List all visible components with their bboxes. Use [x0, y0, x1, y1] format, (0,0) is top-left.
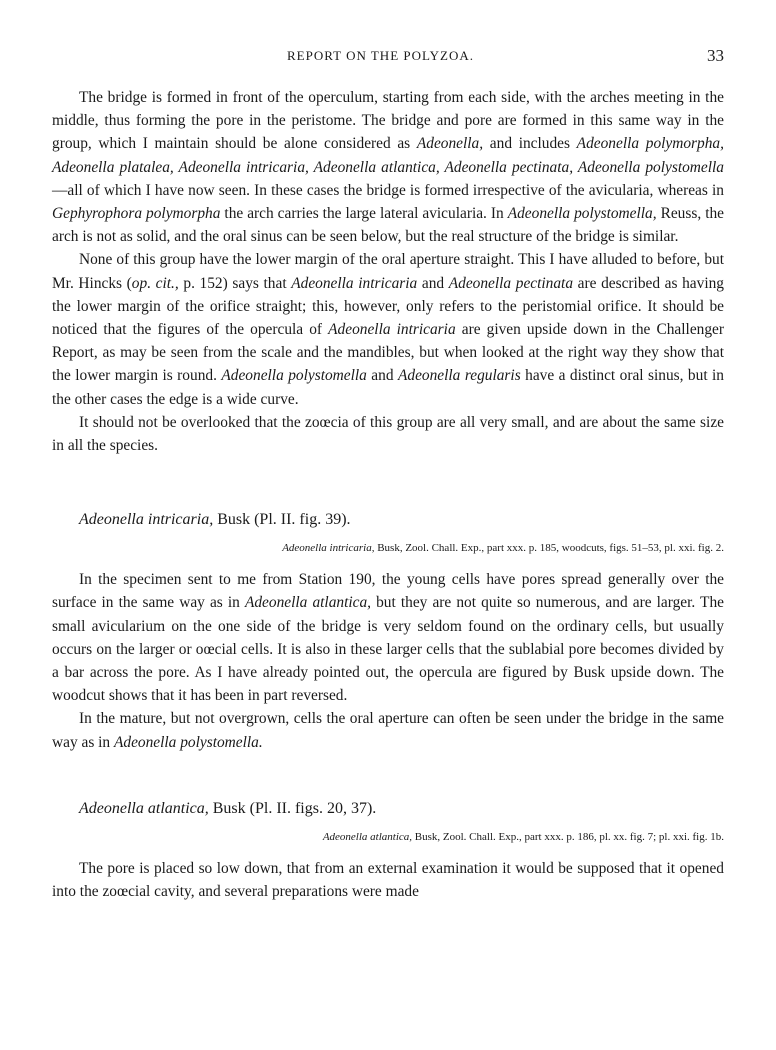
- intro-paragraph-2: None of this group have the lower margin of the oral aperture straight. This I have alluded to before, but Mr. Hincks (op. cit., p. 152) says that Adeonella intricaria and Adeonella pectinata are described as having the lower margin of the orifice straight; this, however, only refers to the peristomial orifice. It should be noticed that the figures of the opercula of Adeonella intricaria are given upside down in the Challenger Report, as may be seen from the scale and the mandibles, but when looked at the right way they show that the lower margin is round. Adeonella polystomella and Adeonella regularis have a distinct oral sinus, but in the other cases the edge is a wide curve.: [52, 251, 725, 408]
- atlantica-paragraph-1: The pore is placed so low down, that from an external examination it would be supposed that it opened into the zoœcial cavity, and several preparations were made: [52, 859, 724, 901]
- page-number: 33: [707, 46, 724, 65]
- species-reference-intricaria: Adeonella intricaria, Busk, Zool. Chall. Exp., part xxx. p. 185, woodcuts, figs. 51–53, pl. xxi. fig. 2.: [282, 542, 724, 555]
- intro-paragraph-1: The bridge is formed in front of the operculum, starting from each side, with the arches meeting in the middle, thus forming the pore in the peristome. The bridge and pore are formed in this same way in the group, which I maintain should be alone considered as Adeonella, and includes Adeonella polymorpha, Adeonella platalea, Adeonella intricaria, Adeonella atlantica, Adeonella pectinata, Adeonella polystomella—all of which I have now seen. In these cases the bridge is formed irrespective of the avicularia, whereas in Gephyrophora polymorpha the arch carries the large lateral avicularia. In Adeonella polystomella, Reuss, the arch is not as solid, and the oral sinus can be seen below, but the real structure of the bridge is similar.: [52, 89, 724, 246]
- intro-paragraph-3: It should not be overlooked that the zoœcia of this group are all very small, and are about the same size in all the species.: [52, 413, 724, 455]
- intricaria-paragraph-1: In the specimen sent to me from Station 190, the young cells have pores spread generally over the surface in the same way as in Adeonella atlantica, but they are not quite so numerous, and are larger. The small avicularium on the one side of the bridge is very seldom found on the ordinary cells, but usually occurs on the larger or oœcial cells. It is also in these larger cells that the sublabial pore becomes divided by a bar across the pore. As I have already pointed out, the opercula are figured by Busk upside down. The woodcut shows that it has been in part reversed.: [52, 571, 724, 705]
- running-head: REPORT ON THE POLYZOA.: [287, 48, 475, 63]
- species-reference-atlantica: Adeonella atlantica, Busk, Zool. Chall. Exp., part xxx. p. 186, pl. xx. fig. 7; pl. xxi. fig. 1b.: [322, 830, 724, 843]
- page-header: [52, 46, 724, 68]
- species-heading-intricaria: Adeonella intricaria, Busk (Pl. II. fig. 39).: [79, 511, 351, 529]
- intricaria-paragraph-2: In the mature, but not overgrown, cells the oral aperture can often be seen under the bridge in the same way as in Adeonella polystomella.: [52, 710, 724, 751]
- page-body: [52, 86, 724, 903]
- species-heading-atlantica: Adeonella atlantica, Busk (Pl. II. figs. 20, 37).: [79, 799, 377, 817]
